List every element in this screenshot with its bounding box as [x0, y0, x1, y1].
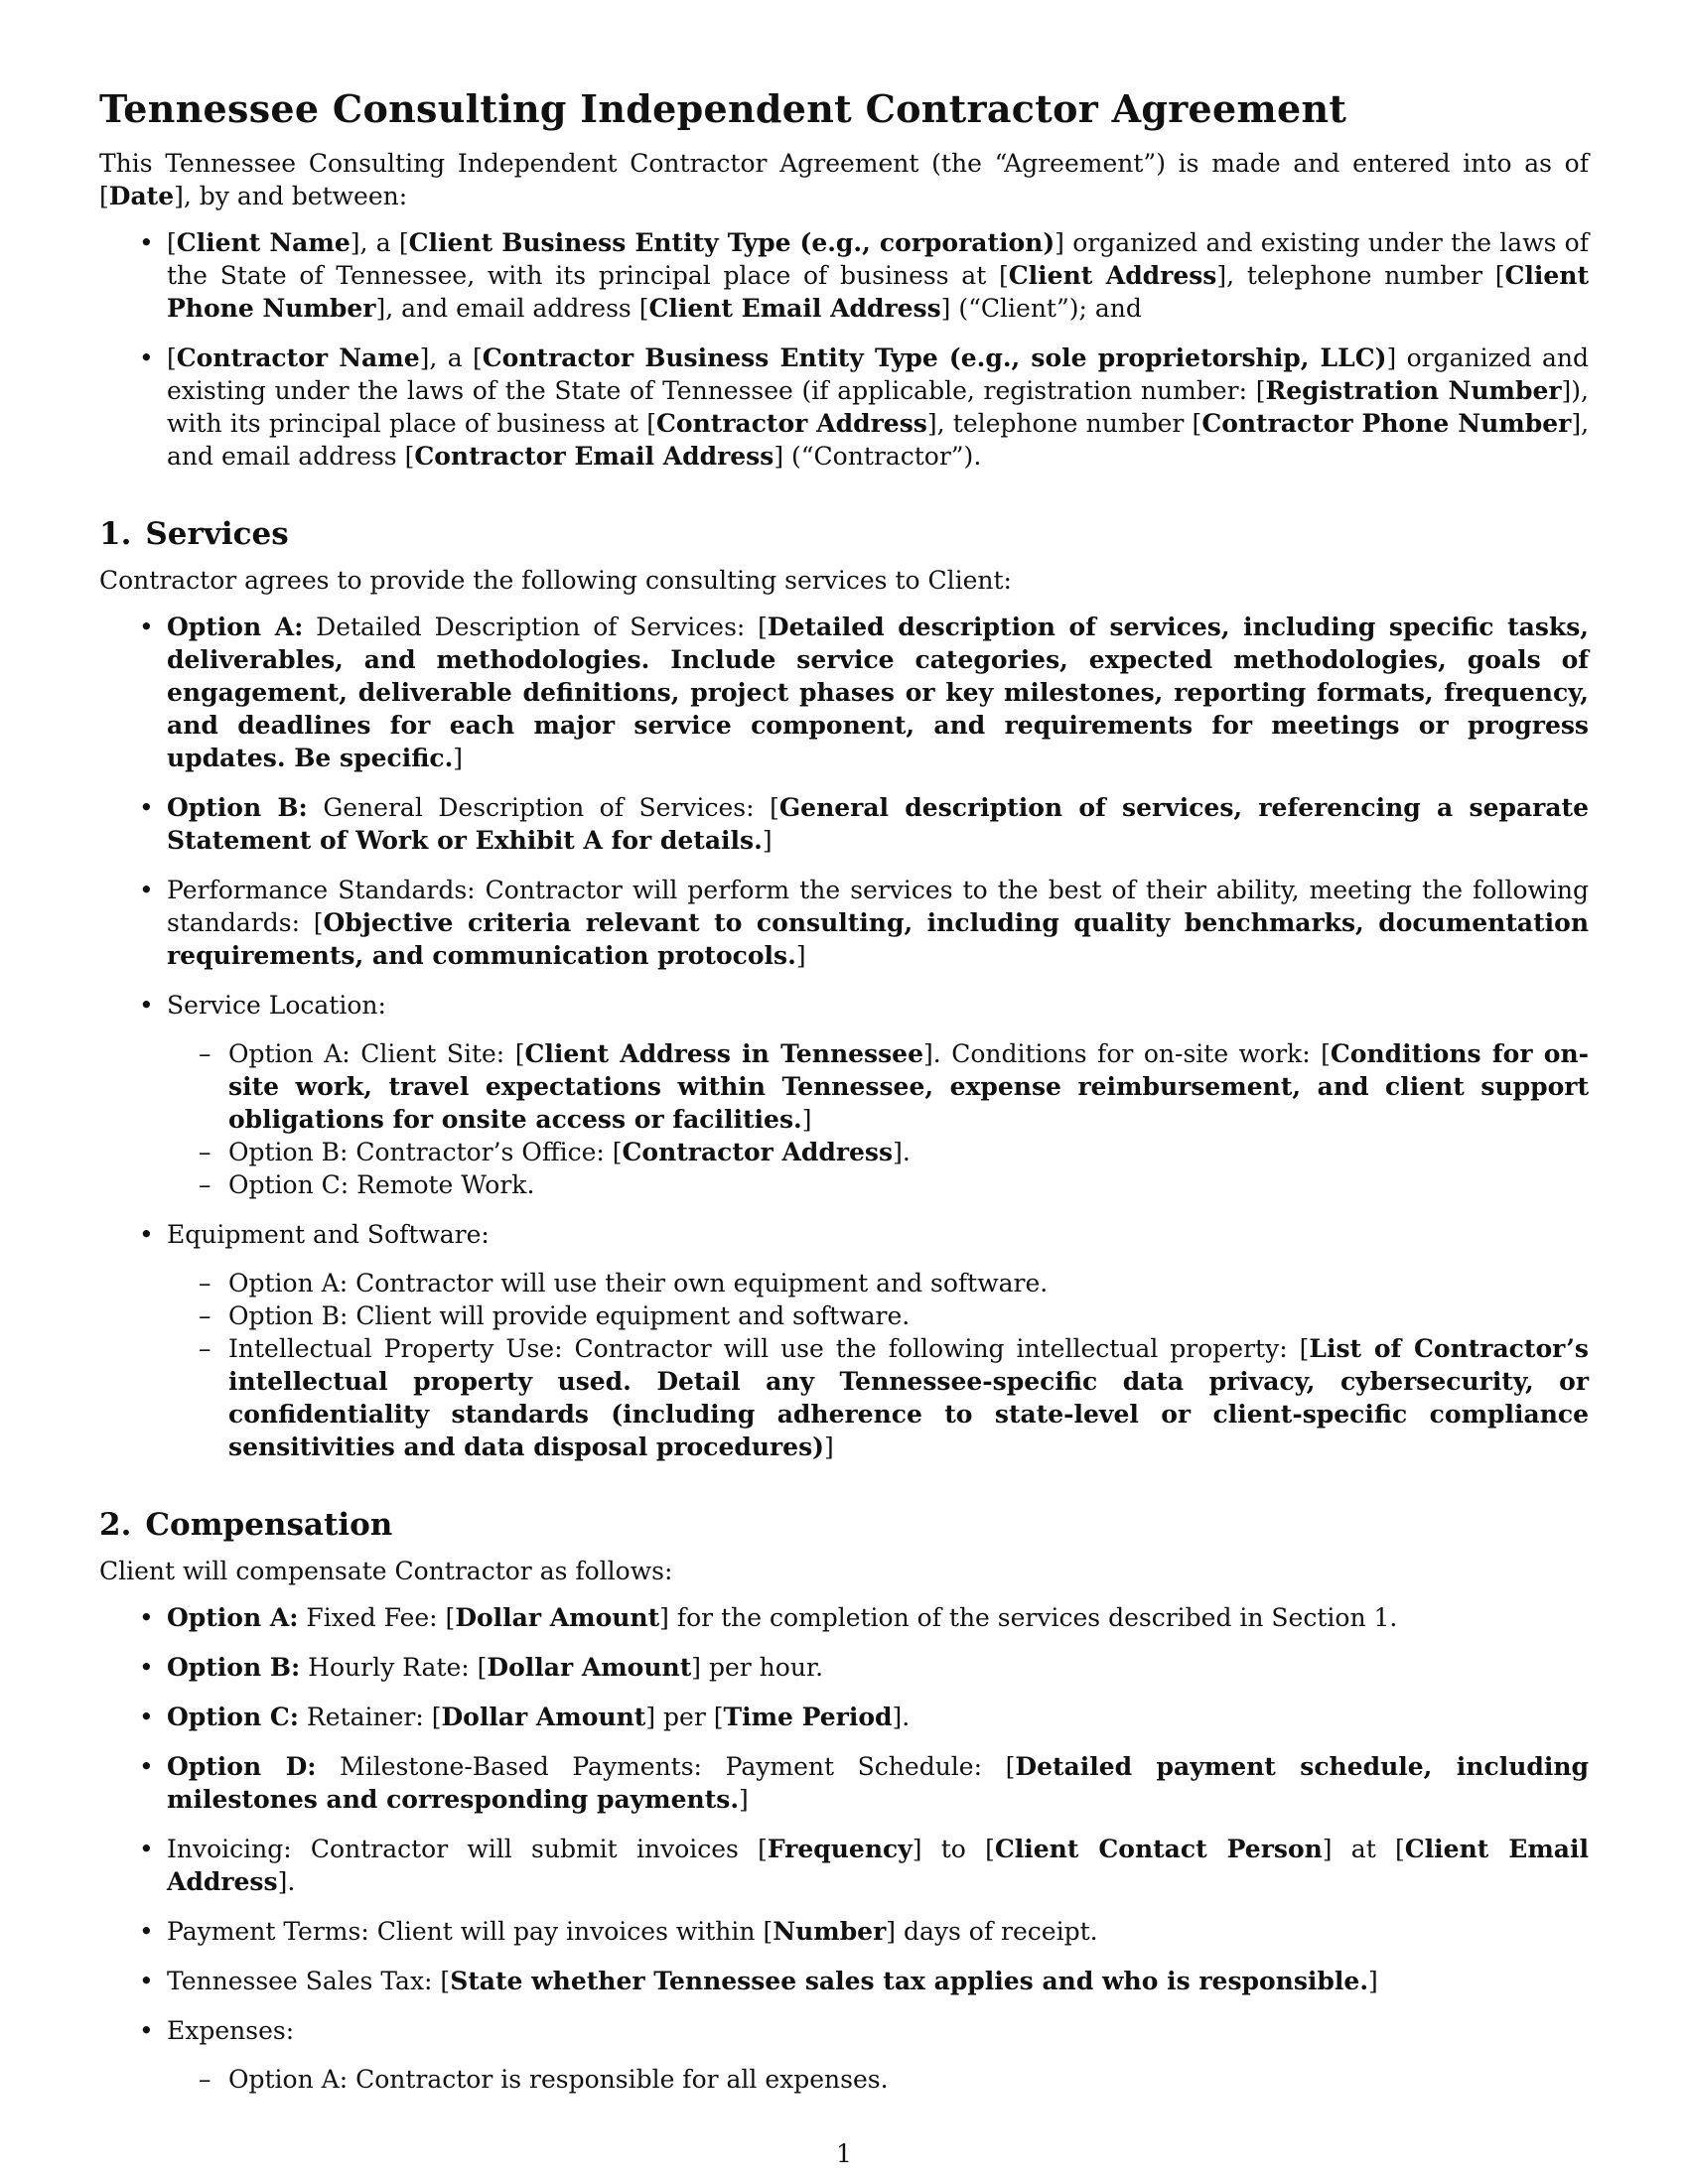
equipment-options	[167, 1267, 1589, 1463]
document-page	[99, 85, 1589, 2113]
party-contractor: • [Contractor Name], a [Contractor Business Entity Type (e.g., sole proprietorship, LLC)] organized and existing under the laws of the State of Tennessee (if applicable, registration number: [Registration Number]), with its principal place of business at [Contractor Address], telephone number [Contractor Phone Number], and email address [Contractor Email Address] (“Contractor”).	[99, 341, 1589, 473]
parties-list	[99, 226, 1589, 473]
services-list	[99, 611, 1589, 1463]
payment-terms: • Payment Terms: Client will pay invoices within [Number] days of receipt.	[99, 1915, 1589, 1948]
compensation-option-d: • Option D: Milestone-Based Payments: Payment Schedule: [Detailed payment schedule, including milestones and corresponding payments.]	[99, 1750, 1589, 1816]
sales-tax: • Tennessee Sales Tax: [State whether Tennessee sales tax applies and who is responsible.]	[99, 1965, 1589, 1997]
services-option-b: • Option B: General Description of Services: [General description of services, referencing a separate Statement of Work or Exhibit A for details.]	[99, 791, 1589, 857]
equipment-option-a: – Option A: Contractor will use their own equipment and software.	[167, 1267, 1589, 1299]
location-option-a: – Option A: Client Site: [Client Address in Tennessee]. Conditions for on-site work: [Conditions for on-site work, travel expectations within Tennessee, expense reimbursement, and client support obligations for onsite access or facilities.]	[167, 1037, 1589, 1136]
compensation-list	[99, 1601, 1589, 2096]
services-intro: Contractor agrees to provide the following consulting services to Client:	[99, 566, 1012, 595]
expenses: • Expenses: – Option A: Contractor is responsible for all expenses.	[99, 2014, 1589, 2096]
intellectual-property-use: – Intellectual Property Use: Contractor will use the following intellectual property: [List of Contractor’s intellectual property used. Detail any Tennessee-specific data privacy, cybersecurity, or confidentiality standards (including adherence to state-level or client-specific compliance sensitivities and data disposal procedures)]	[167, 1332, 1589, 1463]
compensation-intro: Client will compensate Contractor as follows:	[99, 1557, 673, 1585]
section-heading-services: 1. Services	[99, 516, 289, 552]
page-number: 1	[836, 2139, 852, 2168]
services-option-a: • Option A: Detailed Description of Services: [Detailed description of services, including specific tasks, deliverables, and methodologies. Include service categories, expected methodologies, goals of engagement, deliverable definitions, project phases or key milestones, reporting formats, frequency, and deadlines for each major service component, and requirements for meetings or progress updates. Be specific.]	[99, 611, 1589, 774]
location-option-b: – Option B: Contractor’s Office: [Contractor Address].	[167, 1136, 1589, 1168]
performance-standards: • Performance Standards: Contractor will perform the services to the best of their ability, meeting the following standards: [Objective criteria relevant to consulting, including quality benchmarks, documentation requirements, and communication protocols.]	[99, 874, 1589, 972]
compensation-option-c: • Option C: Retainer: [Dollar Amount] per [Time Period].	[99, 1701, 1589, 1733]
compensation-option-a: • Option A: Fixed Fee: [Dollar Amount] for the completion of the services described in Section 1.	[99, 1601, 1589, 1634]
service-location-options	[167, 1037, 1589, 1201]
compensation-option-b: • Option B: Hourly Rate: [Dollar Amount] per hour.	[99, 1651, 1589, 1684]
equipment-software: • Equipment and Software: – Option A: Contractor will use their own equipment and software. – Option B: Client will provide equipment and software. – Intellectual Property Use: Contractor will use the following intellectual property: [List of Contractor’s intellectual property used. Detail any Tennessee-specific data privacy, cybersecurity, or confidentiality standards (including adherence to state-level or client-specific compliance sensitivities and data disposal procedures)]	[99, 1218, 1589, 1463]
location-option-c: – Option C: Remote Work.	[167, 1168, 1589, 1201]
party-client: • [Client Name], a [Client Business Entity Type (e.g., corporation)] organized and existing under the laws of the State of Tennessee, with its principal place of business at [Client Address], telephone number [Client Phone Number], and email address [Client Email Address] (“Client”); and	[99, 226, 1589, 325]
invoicing: • Invoicing: Contractor will submit invoices [Frequency] to [Client Contact Person] at [Client Email Address].	[99, 1833, 1589, 1898]
section-heading-compensation: 2. Compensation	[99, 1507, 393, 1543]
service-location: • Service Location: – Option A: Client Site: [Client Address in Tennessee]. Conditions for on-site work: [Conditions for on-site work, travel expectations within Tennessee, expense reimbursement, and client support obligations for onsite access or facilities.] – Option B: Contractor’s Office: [Contractor Address]. – Option C: Remote Work.	[99, 989, 1589, 1201]
expenses-options	[167, 2063, 1589, 2096]
equipment-option-b: – Option B: Client will provide equipment and software.	[167, 1299, 1589, 1332]
document-title: Tennessee Consulting Independent Contractor Agreement	[99, 86, 1347, 131]
intro-paragraph: This Tennessee Consulting Independent Contractor Agreement (the “Agreement”) is made and entered into as of [Date], by and between:	[99, 149, 1589, 210]
expenses-option-a: – Option A: Contractor is responsible for all expenses.	[167, 2063, 1589, 2096]
